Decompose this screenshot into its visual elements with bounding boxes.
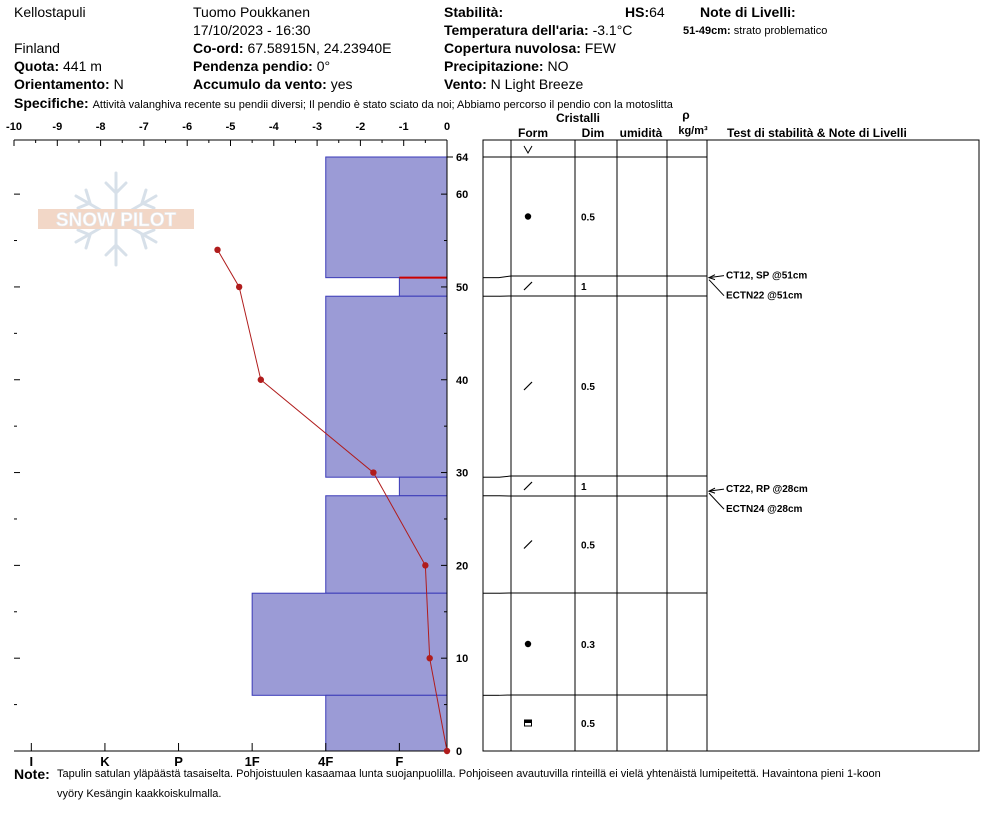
test-arrow-line (709, 493, 724, 509)
height-tick-label: 0 (456, 746, 463, 758)
temperature-point (422, 562, 428, 568)
note-line-2: vyöry Kesängin kaakkoiskulmalla. (57, 788, 222, 800)
hardness-bar (252, 593, 447, 695)
hardness-bar (326, 296, 447, 477)
air-temp-label: Temperatura dell'aria: (444, 22, 589, 38)
height-top-label: 64 (456, 152, 469, 164)
wind-value: N Light Breeze (490, 76, 584, 92)
slope-value: 0° (316, 58, 331, 74)
elevation-label: Quota: (14, 58, 60, 74)
observer: Tuomo Poukkanen (193, 4, 310, 20)
layer-connector (499, 476, 511, 477)
hardness-bar (399, 278, 447, 297)
temperature-point (370, 469, 376, 475)
wind-label: Vento: (444, 76, 487, 92)
grain-size: 1 (581, 282, 587, 293)
temperature-point (258, 377, 264, 383)
height-tick-label: 50 (456, 281, 469, 294)
precip-label: Precipitazione: (444, 58, 544, 74)
test-arrow-line (709, 280, 724, 296)
size-header: Dim (581, 126, 605, 140)
coord-label: Co-ord: (193, 40, 244, 56)
location: Kellostapuli (14, 4, 86, 20)
precip-value: NO (547, 58, 569, 74)
temperature-point (444, 748, 450, 754)
test-label: CT12, SP @51cm (726, 270, 808, 282)
density-unit: kg/m³ (678, 125, 708, 137)
slope-label: Pendenza pendio: (193, 58, 313, 74)
form-header: Form (518, 126, 548, 140)
surface-hoar-icon (524, 146, 532, 153)
temp-tick-label: -3 (312, 121, 322, 133)
hs-value: 64 (649, 4, 665, 20)
hardness-tick-label: I (29, 754, 34, 769)
grain-round-icon (525, 641, 531, 647)
grain-size: 1 (581, 482, 587, 493)
hardness-bar (326, 157, 447, 278)
note-line-1: Tapulin satulan yläpäästä tasaiselta. Pohjoistuulen kasaamaa lunta suojanpuolilla. Pohjoiseen avautuvilla rinteillä ei vielä yhtenäistä lumipeitettä. Havaintona pieni 1-koon (57, 768, 881, 780)
specifics-label: Specifiche: (14, 95, 89, 111)
temp-tick-label: 0 (443, 121, 451, 133)
temp-tick-label: -6 (182, 121, 193, 133)
layer-note-text: strato problematico (733, 25, 828, 37)
aspect-value: N (113, 76, 124, 92)
coord-value: 67.58915N, 24.23940E (247, 40, 392, 56)
hardness-bar (326, 695, 447, 751)
hardness-tick-label: 4F (318, 754, 334, 769)
height-tick-label: 20 (456, 560, 469, 573)
layer-notes-title: Note di Livelli: (700, 4, 796, 20)
snowpilot-logo (38, 173, 194, 265)
temperature-point (426, 655, 432, 661)
hardness-bar (399, 477, 447, 496)
specifics-text: Attività valanghiva recente su pendii diversi; Il pendio è stato sciato da noi; Abbiamo percorso il pendio con la motoslitta (92, 99, 673, 111)
logo-text: SNOW PILOT (55, 210, 177, 231)
hardness-tick-label: K (100, 754, 110, 769)
grain-size: 0.5 (581, 540, 595, 552)
grain-round-icon (525, 213, 531, 219)
temperature-point (214, 247, 220, 253)
temp-tick-label: -4 (268, 121, 279, 133)
sky-value: FEW (584, 40, 616, 56)
temp-tick-label: -7 (139, 121, 149, 133)
layer-table (483, 140, 979, 751)
temperature-point (236, 284, 242, 290)
height-tick-label: 30 (456, 467, 469, 480)
wind-load-label: Accumulo da vento: (193, 76, 327, 92)
datetime: 17/10/2023 - 16:30 (193, 22, 311, 38)
hardness-bars (252, 157, 447, 751)
layer-note-range: 51-49cm: (683, 25, 731, 37)
grain-size: 0.5 (581, 212, 595, 224)
crystals-header: Cristalli (555, 111, 601, 125)
temp-tick-label: -2 (355, 121, 366, 133)
note-label: Note: (14, 766, 50, 782)
temp-tick-label: -9 (52, 121, 63, 133)
test-label: ECTN22 @51cm (726, 290, 803, 302)
temp-tick-label: -8 (95, 121, 106, 133)
density-symbol: ρ (682, 108, 690, 122)
layer-connector (499, 276, 511, 278)
temp-tick-label: -10 (6, 121, 22, 133)
hs-label: HS: (625, 4, 650, 20)
grain-size: 0.5 (581, 719, 595, 730)
test-label: CT22, RP @28cm (726, 484, 808, 496)
grain-size: 0.5 (581, 382, 595, 393)
grain-slash-icon (524, 382, 532, 390)
height-tick-label: 60 (456, 189, 469, 202)
country: Finland (14, 40, 60, 56)
grain-slash-icon (524, 482, 532, 490)
height-tick-label: 10 (456, 653, 469, 666)
elevation-value: 441 m (63, 58, 102, 74)
grain-size: 0.3 (581, 640, 595, 651)
grain-slash-icon (524, 282, 532, 290)
hardness-tick-label: P (174, 754, 183, 769)
aspect-label: Orientamento: (14, 76, 110, 92)
stability-label: Stabilità: (444, 4, 504, 20)
sky-label: Copertura nuvolosa: (444, 40, 581, 56)
test-label: ECTN24 @28cm (726, 504, 803, 516)
grain-slash-icon (524, 541, 532, 549)
hardness-tick-label: 1F (244, 754, 260, 769)
air-temp-value: -3.1°C (592, 22, 633, 38)
height-tick-label: 40 (456, 374, 469, 387)
moisture-header: umidità (619, 126, 663, 140)
temp-tick-label: -5 (225, 121, 236, 133)
wind-load-value: yes (330, 76, 353, 92)
tests-header: Test di stabilità & Note di Livelli (727, 126, 907, 140)
temp-tick-label: -1 (398, 121, 409, 133)
table-frame (483, 140, 979, 751)
grain-depth-hoar-fill (525, 720, 532, 723)
hardness-tick-label: F (395, 754, 404, 769)
hardness-bar (326, 496, 447, 593)
